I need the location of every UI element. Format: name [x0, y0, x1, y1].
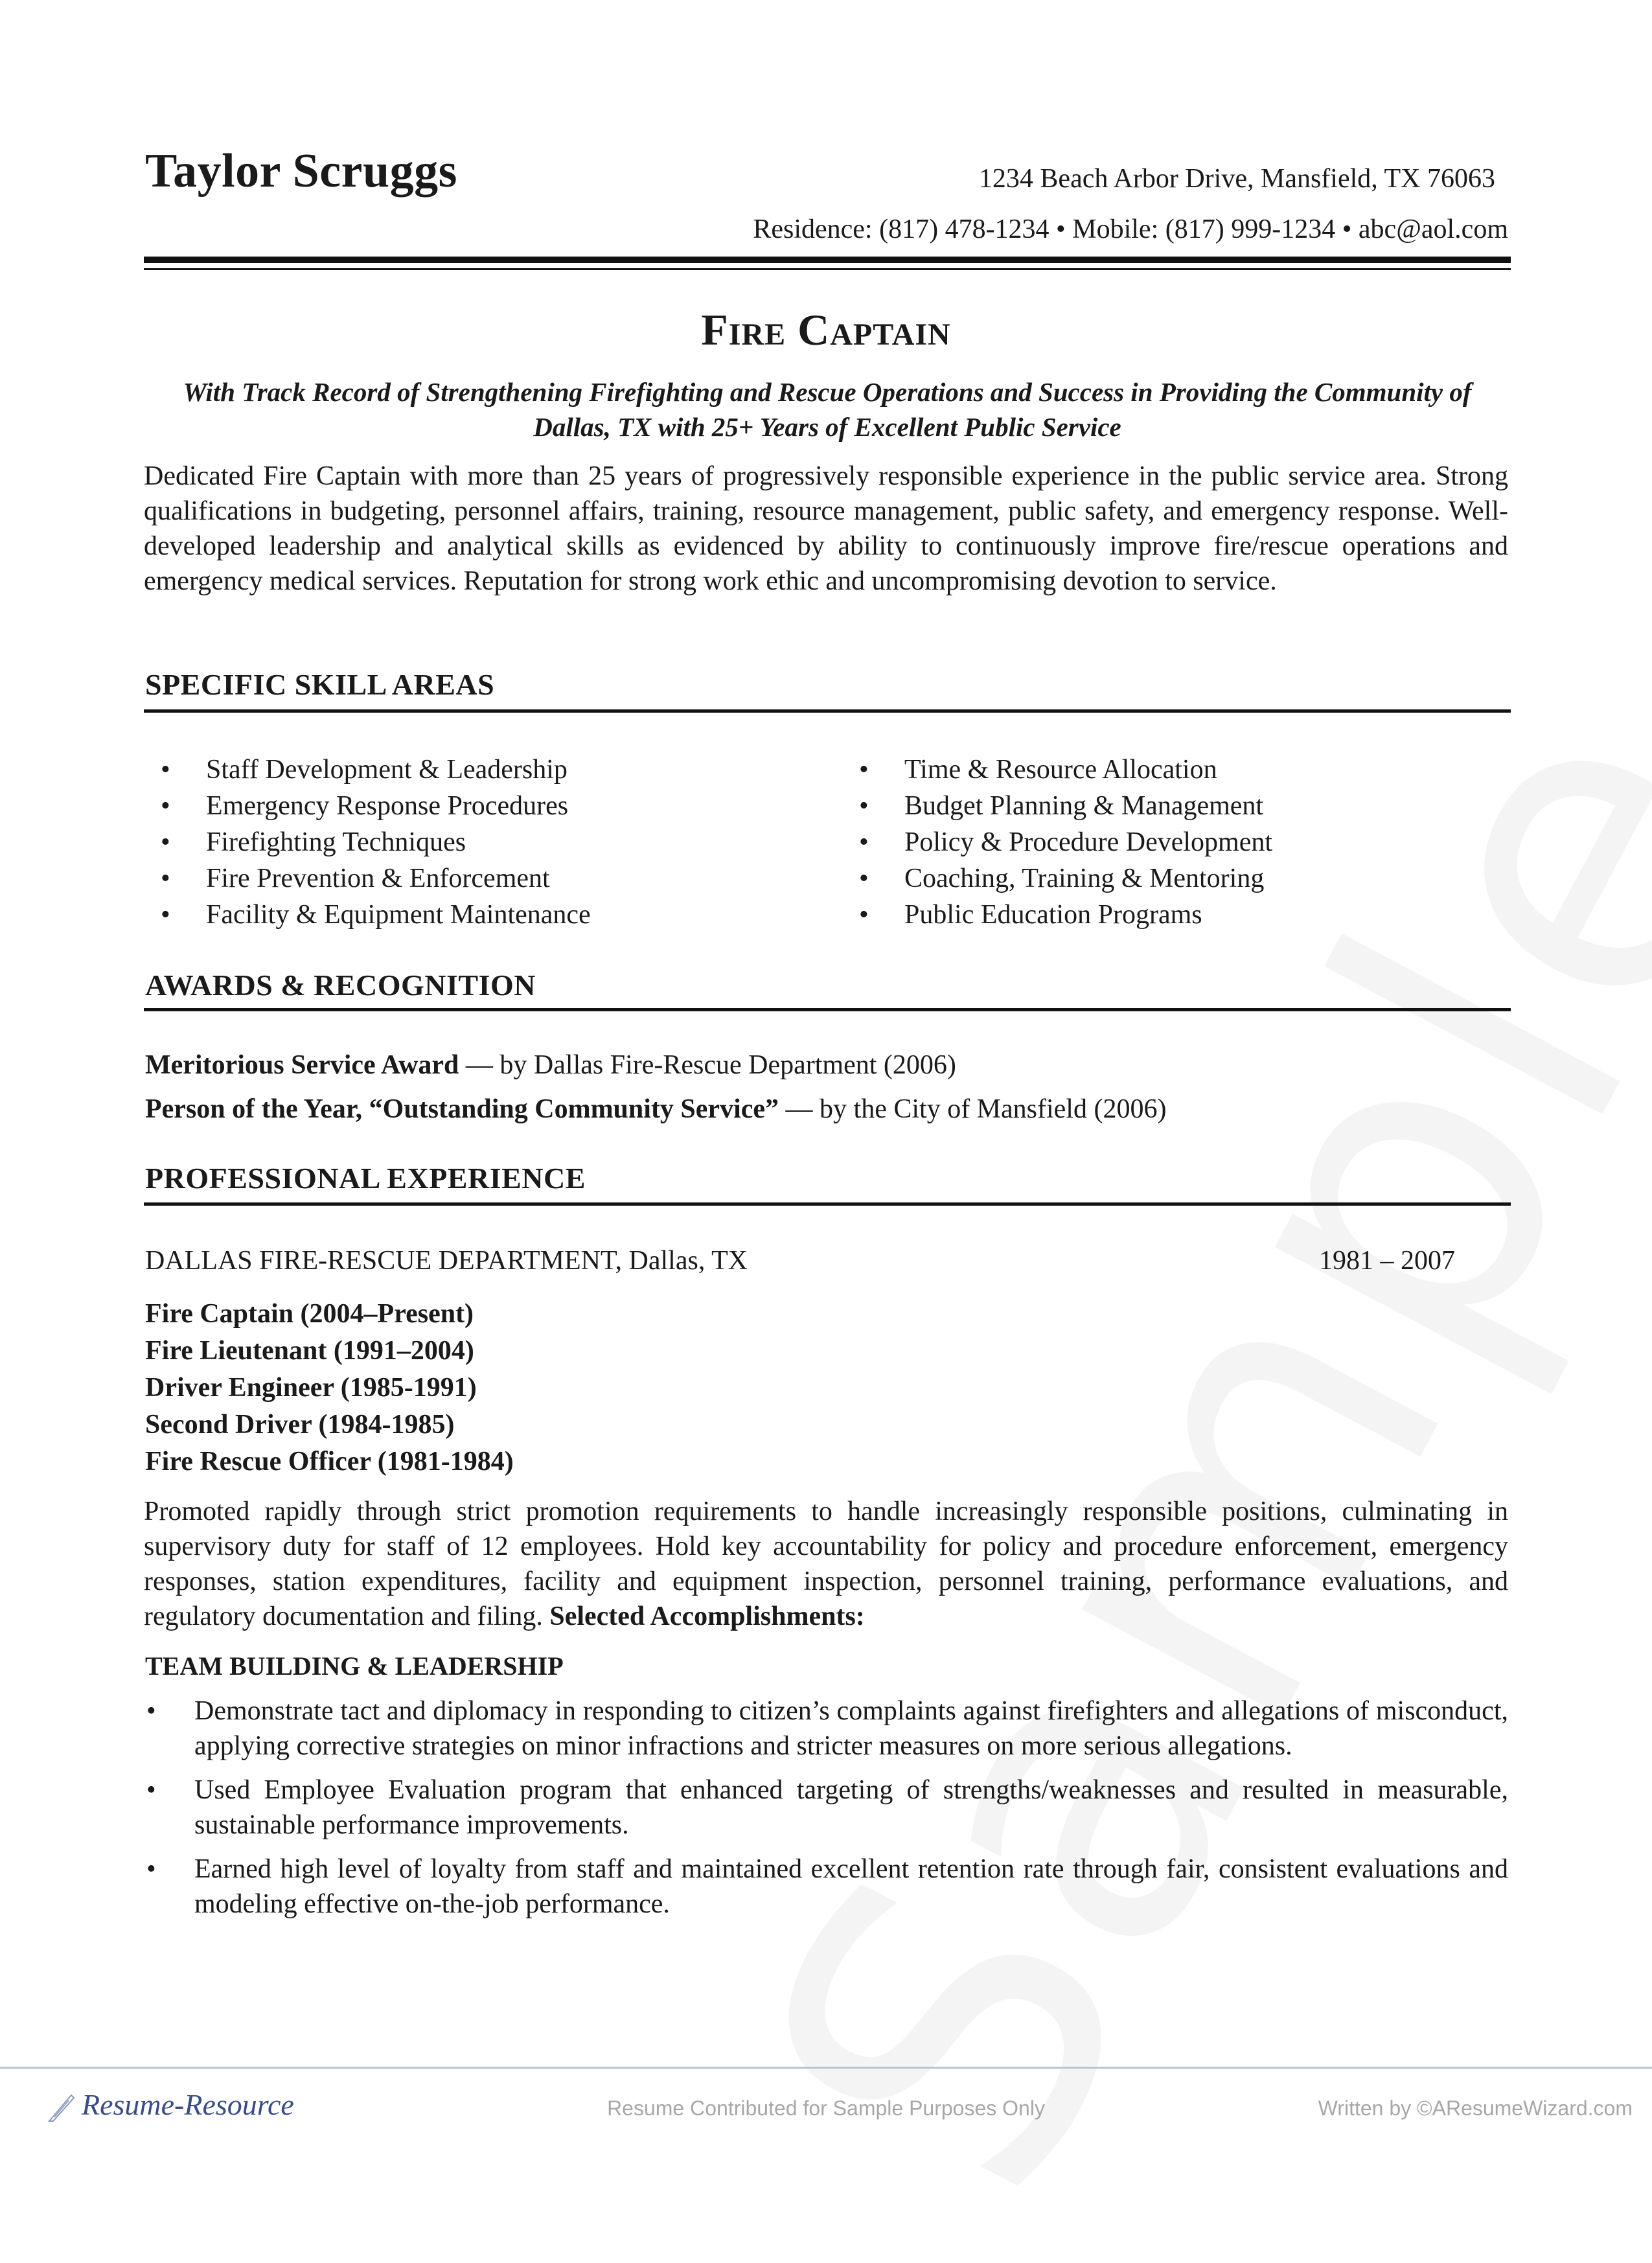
bullet-icon: • [859, 900, 869, 930]
list-item: • Earned high level of loyalty from staff and maintained excellent retention rate through fair, consistent evaluations and modeling effective on-the-job performance. [144, 1852, 1508, 1922]
skills-heading: SPECIFIC SKILL AREAS [145, 668, 495, 701]
list-item: • Fire Prevention & Enforcement [144, 860, 591, 897]
bullet-icon: • [161, 827, 170, 857]
candidate-name: Taylor Scruggs [145, 144, 457, 198]
header-rule-thin [144, 268, 1511, 270]
roles-list [145, 1296, 514, 1480]
list-item: Second Driver (1984-1985) [145, 1410, 455, 1440]
list-item: • Time & Resource Allocation [842, 752, 1272, 788]
bullet-icon: • [161, 900, 170, 930]
bullet-icon: • [146, 1854, 156, 1884]
summary-paragraph: Dedicated Fire Captain with more than 25 years of progressively responsible experience in the public service area. Strong qualifications in budgeting, personnel affairs, training, resource management, public safety, and emergency response. Well-developed leadership and analytical skills as evidenced by ability to continuously improve fire/rescue operations and emergency medical services. Reputation for strong work ethic and uncompromising devotion to service. [144, 461, 1508, 596]
header-rule-thick [144, 257, 1511, 263]
bullet-icon: • [146, 1775, 156, 1805]
bullet-icon: • [161, 791, 170, 821]
accomplishments-list [144, 1694, 1508, 1931]
footer-rule [0, 2067, 1652, 2069]
bullet-icon: • [161, 864, 170, 893]
experience-description: Promoted rapidly through strict promotion requirements to handle increasingly responsible positions, culminating in supervisory duty for staff of 12 employees. Hold key accountability for policy and procedure enforcement, emergency responses, station expenditures, facility and equipment inspection, personnel training, performance evaluations, and regulatory documentation and filing. Selected Accomplishments: [144, 1497, 1508, 1631]
bullet-icon: • [859, 755, 869, 785]
list-item: Fire Lieutenant (1991–2004) [145, 1336, 474, 1366]
footer-logo: Resume-Resource [45, 2087, 294, 2124]
bullet-icon: • [146, 1696, 156, 1726]
bullet-icon: • [859, 864, 869, 893]
list-item: Driver Engineer (1985-1991) [145, 1373, 477, 1403]
footer-disclaimer: Resume Contributed for Sample Purposes Only [607, 2096, 1045, 2120]
list-item: Fire Rescue Officer (1981-1984) [145, 1447, 514, 1476]
list-item: • Emergency Response Procedures [144, 788, 591, 824]
bullet-icon: • [859, 791, 869, 821]
list-item: • Staff Development & Leadership [144, 752, 591, 788]
list-item: • Facility & Equipment Maintenance [144, 897, 591, 933]
award-item: Meritorious Service Award — by Dallas Fire-Rescue Department (2006) [145, 1050, 956, 1080]
contact-line: Residence: (817) 478-1234 • Mobile: (817) 999-1234 • abc@aol.com [753, 214, 1508, 244]
skills-rule [144, 709, 1511, 713]
awards-rule [144, 1008, 1511, 1011]
job-title: Fire Captain [701, 305, 951, 354]
skills-list-right [842, 752, 1272, 933]
award-item: Person of the Year, “Outstanding Community Service” — by the City of Mansfield (2006) [145, 1094, 1167, 1124]
list-item: • Firefighting Techniques [144, 824, 591, 860]
footer-credit: Written by ©AResumeWizard.com [1318, 2096, 1633, 2120]
experience-heading: PROFESSIONAL EXPERIENCE [145, 1162, 586, 1195]
list-item: • Coaching, Training & Mentoring [842, 860, 1272, 897]
employment-dates: 1981 – 2007 [1319, 1246, 1455, 1276]
list-item: • Used Employee Evaluation program that enhanced targeting of strengths/weaknesses and resulted in measurable, sustainable performance improvements. [144, 1773, 1508, 1843]
list-item: • Policy & Procedure Development [842, 824, 1272, 860]
list-item: • Public Education Programs [842, 897, 1272, 933]
bullet-icon: • [859, 827, 869, 857]
experience-rule [144, 1202, 1511, 1206]
awards-heading: AWARDS & RECOGNITION [145, 969, 536, 1002]
skills-list-left [144, 752, 591, 933]
list-item: Fire Captain (2004–Present) [145, 1299, 474, 1329]
team-building-subheading: TEAM BUILDING & LEADERSHIP [145, 1651, 564, 1681]
bullet-icon: • [161, 755, 170, 785]
list-item: • Budget Planning & Management [842, 788, 1272, 824]
address: 1234 Beach Arbor Drive, Mansfield, TX 76063 [978, 164, 1495, 194]
list-item: • Demonstrate tact and diplomacy in responding to citizen’s complaints against firefighters and allegations of misconduct, applying corrective strategies on minor infractions and stricter measures on more serious allegations. [144, 1694, 1508, 1763]
tagline: With Track Record of Strengthening Firefighting and Rescue Operations and Success in Providing the Community of Dallas, TX with 25+ Years of Excellent Public Service [183, 377, 1472, 442]
employer: DALLAS FIRE-RESCUE DEPARTMENT, Dallas, TX [145, 1246, 748, 1276]
